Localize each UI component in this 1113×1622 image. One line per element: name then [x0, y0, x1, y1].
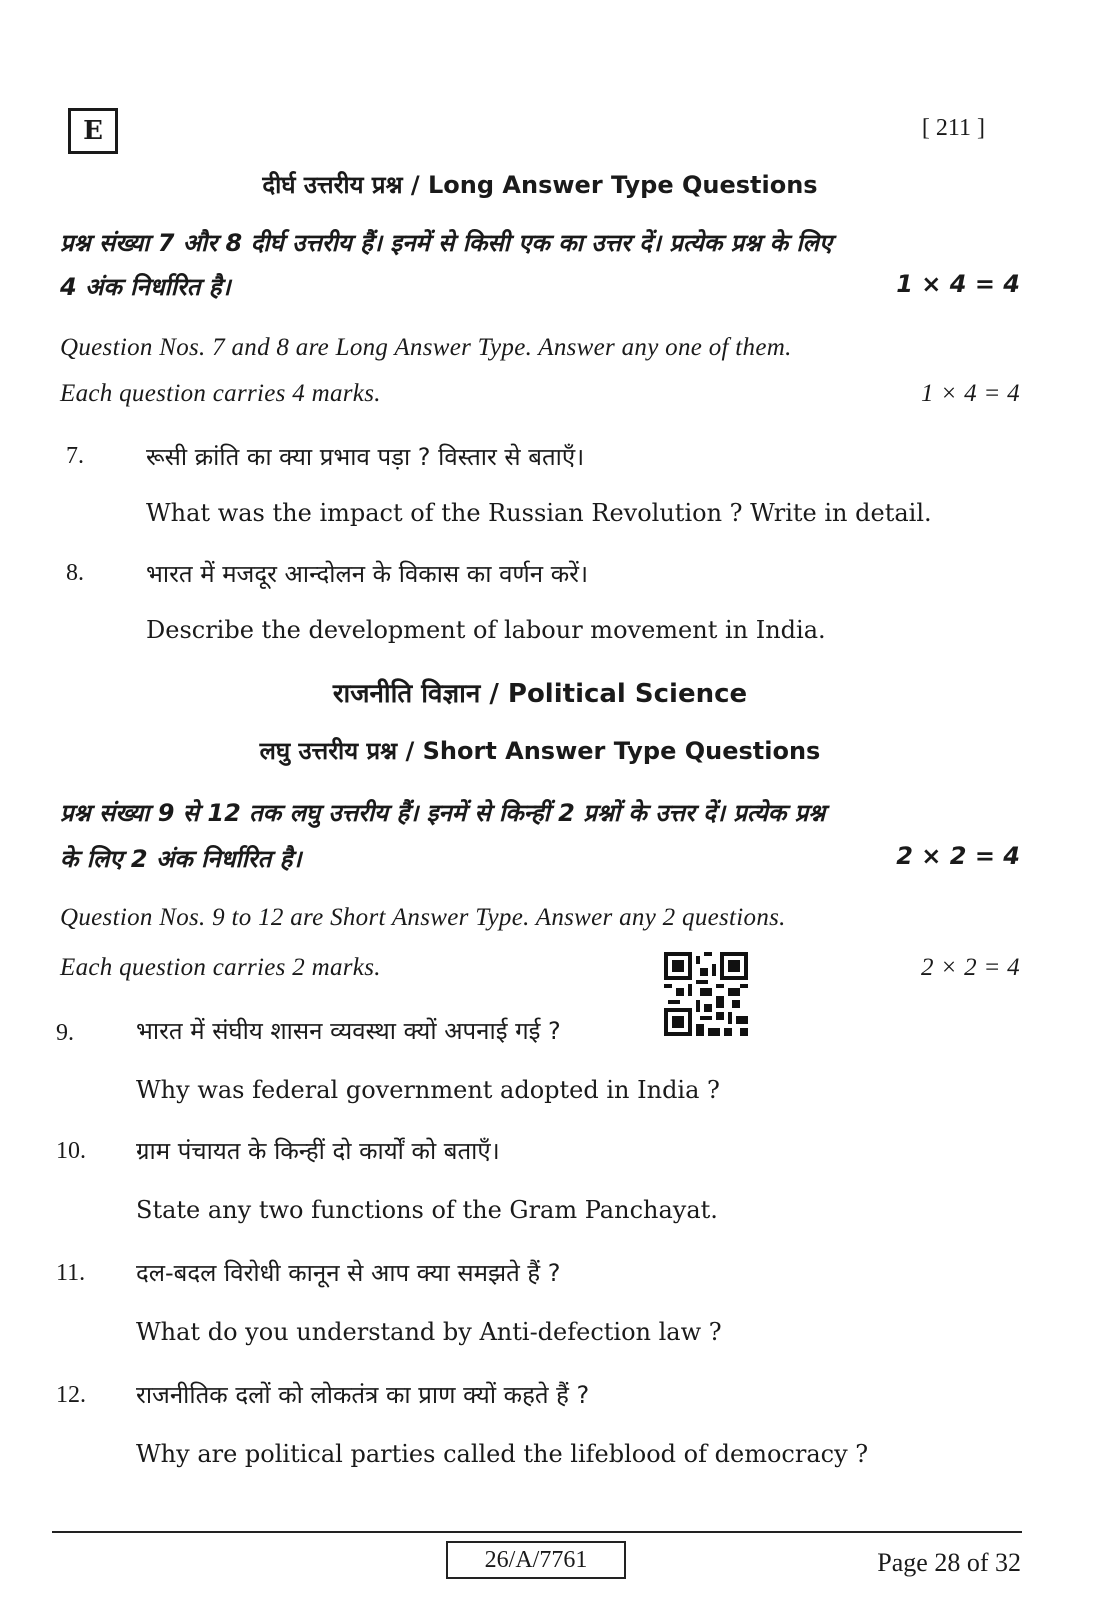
question-english: Why was federal government adopted in India ?: [136, 1076, 720, 1104]
question-english: What do you understand by Anti-defection law ?: [136, 1318, 722, 1346]
section2-instr-eng-2: [60, 954, 1020, 982]
question-hindi: भारत में मजदूर आन्दोलन के विकास का वर्णन करें।: [146, 560, 589, 588]
question-hindi: राजनीतिक दलों को लोकतंत्र का प्राण क्यों कहते हैं ?: [136, 1381, 590, 1409]
footer-divider: [52, 1531, 1022, 1533]
question-number: 11.: [56, 1260, 86, 1286]
question-hindi: भारत में संघीय शासन व्यवस्था क्यों अपनाई गई ?: [136, 1017, 561, 1045]
subject-heading: राजनीति विज्ञान / Political Science: [332, 679, 748, 709]
footer-code-box: 26/A/7761: [446, 1541, 626, 1579]
page-number: Page 28 of 32: [877, 1548, 1021, 1577]
question-number: 8.: [66, 560, 84, 586]
question-hindi: रूसी क्रांति का क्या प्रभाव पड़ा ? विस्तार से बताएँ।: [146, 443, 585, 471]
question-number: 7.: [66, 443, 84, 469]
section1-instr-eng-1: Question Nos. 7 and 8 are Long Answer Type. Answer any one of them.: [60, 334, 792, 361]
instr-hindi-2-text: 4 अंक निर्धारित है।: [60, 273, 231, 301]
section1-marks-hindi: 1 × 4 = 4: [896, 270, 1020, 298]
section1-instr-hindi-1: प्रश्न संख्या 7 और 8 दीर्घ उत्तरीय हैं। इनमें से किसी एक का उत्तर दें। प्रत्येक प्रश्न के लिए: [60, 229, 833, 257]
instr-eng-2-text: Each question carries 2 marks.: [60, 954, 381, 981]
section2-marks-eng: 2 × 2 = 4: [921, 954, 1020, 981]
section1-heading: दीर्घ उत्तरीय प्रश्न / Long Answer Type Questions: [262, 171, 818, 199]
question-english: What was the impact of the Russian Revolution ? Write in detail.: [146, 499, 932, 527]
question-hindi: ग्राम पंचायत के किन्हीं दो कार्यों को बताएँ।: [136, 1137, 500, 1165]
question-hindi: दल-बदल विरोधी कानून से आप क्या समझते हैं ?: [136, 1259, 561, 1287]
instr-eng-2-text: Each question carries 4 marks.: [60, 380, 381, 407]
question-english: Why are political parties called the lifeblood of democracy ?: [136, 1440, 869, 1468]
question-number: 10.: [56, 1138, 86, 1164]
qr-code-icon: [664, 952, 748, 1036]
question-number: 12.: [56, 1382, 86, 1408]
section1-marks-eng: 1 × 4 = 4: [921, 380, 1020, 407]
instr-hindi-2-text: के लिए 2 अंक निर्धारित है।: [60, 845, 302, 873]
section1-instr-eng-2: [60, 380, 1020, 408]
section2-marks-hindi: 2 × 2 = 4: [896, 842, 1020, 870]
set-letter-box: E: [68, 108, 118, 154]
paper-code: [ 211 ]: [921, 115, 985, 141]
section2-instr-eng-1: Question Nos. 9 to 12 are Short Answer Type. Answer any 2 questions.: [60, 904, 786, 931]
question-english: Describe the development of labour movement in India.: [146, 616, 826, 644]
section2-heading: लघु उत्तरीय प्रश्न / Short Answer Type Questions: [259, 737, 821, 765]
section2-instr-hindi-2: [60, 842, 1020, 875]
section2-instr-hindi-1: प्रश्न संख्या 9 से 12 तक लघु उत्तरीय हैं। इनमें से किन्हीं 2 प्रश्नों के उत्तर दें। प्रत्येक प्रश्न: [60, 799, 826, 827]
question-english: State any two functions of the Gram Panchayat.: [136, 1196, 718, 1224]
question-number: 9.: [56, 1020, 74, 1046]
section1-instr-hindi-2: [60, 270, 1020, 303]
